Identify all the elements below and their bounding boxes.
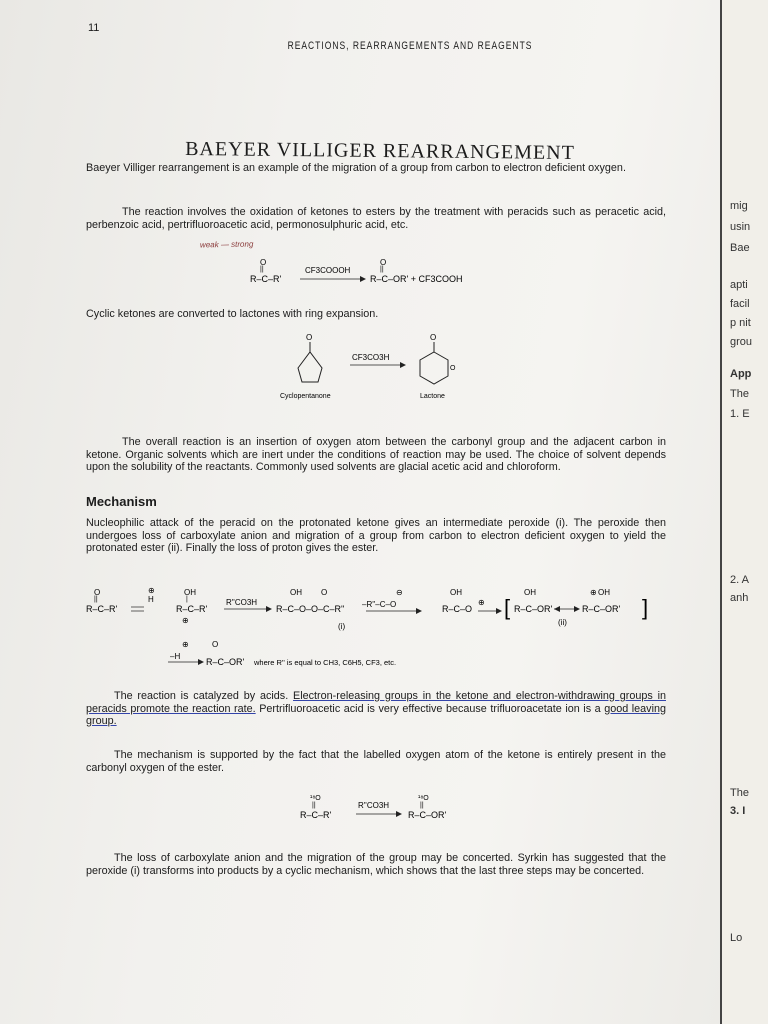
next-page-line: apti	[730, 279, 748, 291]
mech-protonated-ketone: R–C–R'	[176, 604, 208, 614]
label-intermediate-i: (i)	[338, 622, 346, 631]
next-page-line: App	[730, 368, 752, 380]
label-lactone: Lactone	[420, 393, 445, 400]
svg-text:OH: OH	[450, 588, 462, 597]
svg-text:]: ]	[642, 595, 649, 620]
svg-text:OH: OH	[290, 588, 302, 597]
next-page-line: mig	[730, 200, 748, 212]
svg-text:⊕: ⊕	[182, 616, 189, 625]
eq2-reagent: CF3CO3H	[352, 353, 390, 362]
svg-text:OH: OH	[524, 588, 536, 597]
next-page-line: The	[730, 787, 749, 799]
adjacent-page-edge	[722, 0, 768, 1024]
eq3-reagent: R''CO3H	[358, 801, 390, 810]
mechanism-scheme	[86, 585, 666, 685]
paragraph-catalysis: The reaction is catalyzed by acids. Electron-releasing groups in the ketone and electron-withdrawing groups in peracids promote the reaction rate. Pertrifluoroacetic acid is very effective because trifluoroacetate ion is a good leaving group.	[86, 690, 666, 727]
svg-text:⊕: ⊕	[182, 640, 189, 649]
mech-where-note: where R'' is equal to CH3, C6H5, CF3, etc.	[254, 658, 397, 667]
svg-text:⊕: ⊕	[148, 586, 155, 595]
handwritten-note: weak — strong	[199, 239, 254, 250]
mech-ester: R–C–OR'	[206, 657, 245, 667]
next-page-line: p nit	[730, 317, 751, 329]
svg-text:¹⁸O: ¹⁸O	[418, 795, 429, 802]
svg-text:||: ||	[380, 266, 384, 273]
mech-protonated-ester-2: R–C–OR'	[582, 604, 621, 614]
lactone-ring	[420, 352, 448, 384]
svg-text:⊖: ⊖	[396, 588, 403, 597]
next-page-line: The	[730, 388, 749, 400]
svg-text:||: ||	[94, 596, 98, 603]
mech-loss-of-proton: –H	[170, 652, 181, 661]
eq3-reactant: R–C–R'	[300, 810, 332, 820]
next-page-line: grou	[730, 336, 753, 348]
mech-protonated-ester-1: R–C–OR'	[514, 604, 553, 614]
svg-text:|: |	[186, 596, 188, 603]
eq3-product: R–C–OR'	[408, 810, 447, 820]
mech-cation: R–C–O	[442, 604, 473, 614]
eq2-oxygen-1: O	[306, 333, 313, 342]
mech-leaving-group: –R''–C–O	[362, 600, 397, 609]
next-page-line: 1. E	[730, 408, 750, 420]
svg-text:O: O	[321, 588, 328, 597]
mech-peroxide: R–C–O–O–C–R''	[276, 604, 345, 614]
svg-text:OH: OH	[184, 588, 196, 597]
section-heading-mechanism: Mechanism	[86, 494, 157, 509]
eq1-oxygen-2: O	[380, 258, 387, 267]
next-page-line: 3. I	[730, 805, 746, 817]
paragraph-mechanism: Nucleophilic attack of the peracid on the protonated ketone gives an intermediate peroxide (i). The peroxide then undergoes loss of carboxylate anion and migration of a group from carbon to electron deficient oxygen to yield the protonated ester (ii). Finally the loss of proton gives the ester.	[86, 517, 666, 554]
next-page-line: Lo	[730, 932, 743, 944]
next-page-line: facil	[730, 298, 750, 310]
svg-text:[: [	[504, 595, 511, 620]
cyclopentanone-ring	[298, 352, 322, 382]
equation-ketone-to-ester	[250, 255, 510, 291]
label-cyclopentanone: Cyclopentanone	[280, 393, 331, 400]
svg-text:O: O	[94, 588, 101, 597]
page-number: 11	[88, 22, 100, 34]
svg-text:H: H	[148, 595, 154, 604]
eq1-oxygen-1: O	[260, 258, 267, 267]
next-page-line: usin	[730, 221, 751, 233]
eq1-product: R–C–OR' + CF3COOH	[370, 274, 463, 284]
svg-text:O: O	[212, 640, 219, 649]
next-page-line: 2. A	[730, 574, 749, 586]
equation-labelled-oxygen	[300, 790, 500, 830]
equation-ring-expansion	[270, 330, 470, 410]
running-head: REACTIONS, REARRANGEMENTS AND REAGENTS	[287, 38, 533, 52]
intro-paragraph: Baeyer Villiger rearrangement is an example of the migration of a group from carbon to electron deficient oxygen.	[86, 162, 626, 174]
mech-ketone: R–C–R'	[86, 604, 118, 614]
eq2-oxygen-2: O	[430, 333, 437, 342]
mech-peracid: R''CO3H	[226, 598, 258, 607]
svg-text:¹⁸O: ¹⁸O	[310, 795, 321, 802]
label-intermediate-ii: (ii)	[558, 618, 567, 627]
svg-text:||: ||	[260, 266, 264, 273]
next-page-line: Bae	[730, 242, 750, 254]
paragraph-overall-reaction: The overall reaction is an insertion of oxygen atom between the carbonyl group and the adjacent carbon in ketone. Organic solvents which are inert under the conditions of reaction may be used. The choice of solvent depends upon the solubility of the reactants. Commonly used solvents are glacial acetic acid and chloroform.	[86, 436, 666, 473]
paragraph-oxidation: The reaction involves the oxidation of ketones to esters by the treatment with peracids such as peracetic acid, perbenzoic acid, pertrifluoroacetic acid, permonosulphuric acid, etc.	[86, 206, 666, 231]
paragraph-concerted: The loss of carboxylate anion and the migration of the group may be concerted. Syrkin has suggested that the peroxide (i) transforms into products by a cyclic mechanism, which shows that the last three steps may be concerted.	[86, 852, 666, 877]
paragraph-cyclic-ketones: Cyclic ketones are converted to lactones with ring expansion.	[86, 308, 379, 320]
svg-text:⊕: ⊕	[478, 598, 485, 607]
svg-text:⊕: ⊕	[590, 588, 597, 597]
svg-text:O: O	[450, 365, 456, 372]
chapter-title: BAEYER VILLIGER REARRANGEMENT	[185, 137, 575, 165]
eq1-reactant: R–C–R'	[250, 274, 282, 284]
eq1-reagent: CF3COOOH	[305, 266, 351, 275]
svg-text:||: ||	[420, 802, 424, 809]
paragraph-labelled-oxygen: The mechanism is supported by the fact that the labelled oxygen atom of the ketone is entirely present in the carbonyl oxygen of the ester.	[86, 749, 666, 774]
next-page-line: anh	[730, 592, 749, 604]
svg-text:||: ||	[312, 802, 316, 809]
svg-text:OH: OH	[598, 588, 610, 597]
